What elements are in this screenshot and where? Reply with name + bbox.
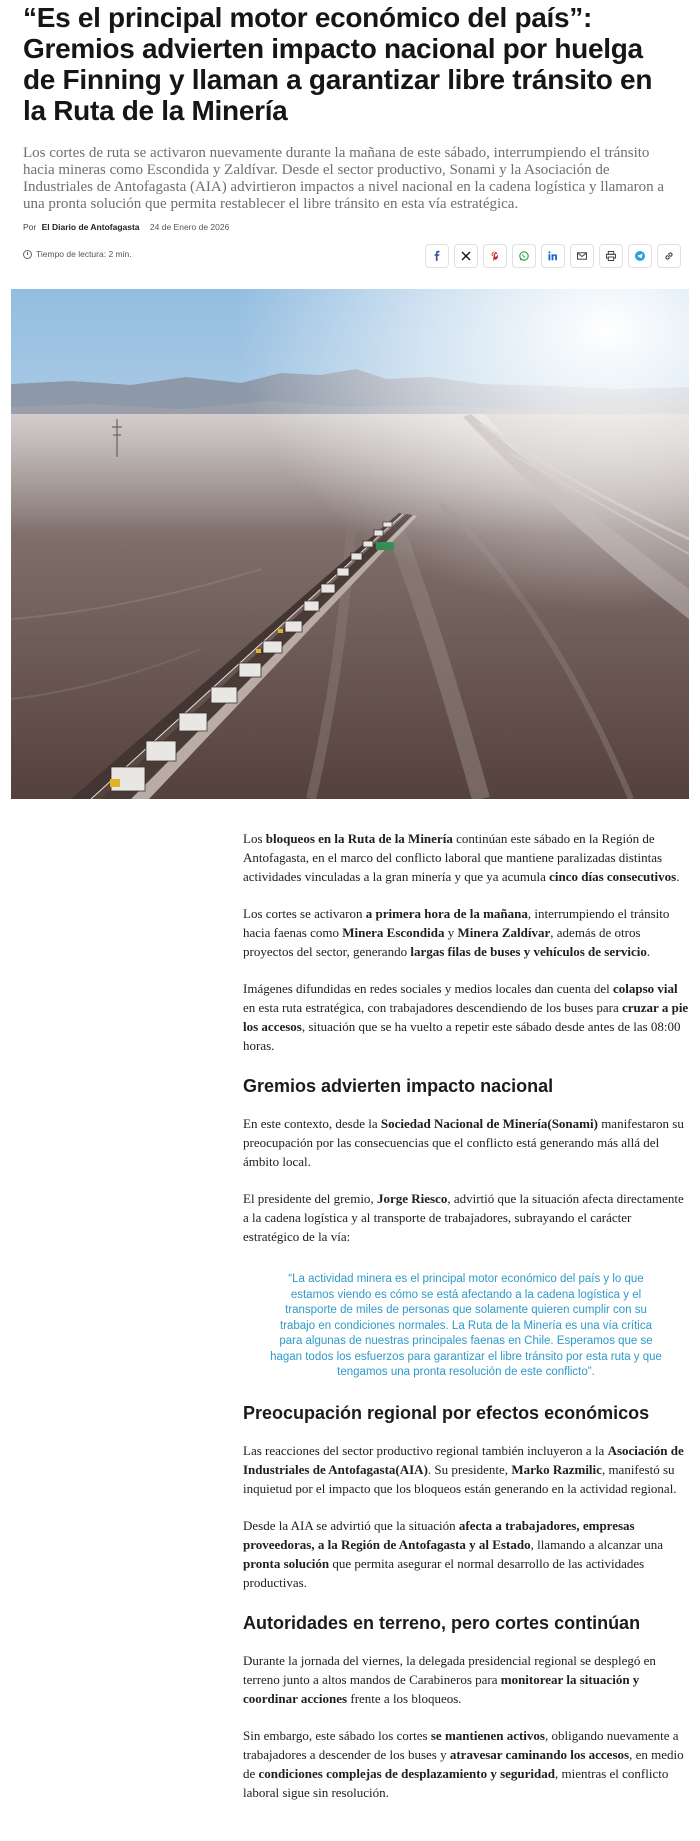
telegram-icon: [634, 250, 646, 262]
x-icon: [460, 250, 472, 262]
paragraph-2: [243, 904, 689, 961]
bold-text: Sociedad Nacional de Minería(Sonami): [380, 1116, 598, 1131]
text-run: , en medio de: [243, 1746, 684, 1781]
bold-text: pronta solución: [243, 1555, 330, 1571]
paragraph-9: [243, 1726, 689, 1802]
clock-icon: [23, 250, 32, 259]
bold-text: atravesar caminando los accesos: [449, 1746, 630, 1762]
bold-text: Jorge Riesco: [376, 1191, 448, 1206]
text-run: Durante la jornada del viernes, la delegada presidencial regional se desplegó en terreno junto a altos mandos de Carabineros para: [243, 1652, 656, 1687]
text-run: Sin embargo, este sábado los cortes: [243, 1727, 431, 1743]
copy-link-button[interactable]: [657, 244, 681, 268]
text-run: , situación que se ha vuelto a repetir este sábado desde antes de las 08:00 horas.: [243, 1019, 681, 1053]
facebook-icon: [431, 250, 443, 262]
text-run: , manifestó su inquietud por el impacto que los bloqueos están generando en la actividad regional.: [243, 1461, 677, 1496]
article-body: [243, 829, 689, 1820]
text-run: , interrumpiendo el tránsito hacia faenas como: [243, 906, 670, 940]
linkedin-icon: [547, 250, 559, 262]
paragraph-4: [243, 1114, 689, 1171]
link-icon: [663, 250, 675, 262]
text-run: que permita asegurar el normal desarrollo de las actividades productivas.: [243, 1555, 645, 1590]
text-run: Las reacciones del sector productivo regional también incluyeron a la: [243, 1442, 608, 1458]
pull-quote: “La actividad minera es el principal motor económico del país y lo que estamos viendo es cómo se está afectando a la cadena logística y el transporte de miles de personas que solamente quieren cumplir con su trabajo en condiciones normales. La Ruta de la Minería es una vía crítica para algunas de nuestras principales faenas en Chile. Esperamos que se hagan todos los esfuerzos para garantizar el libre tránsito por esta ruta y que tengamos una pronta resolución de este conflicto”.: [270, 1273, 662, 1378]
paragraph-8: [243, 1651, 689, 1708]
reading-time: [23, 249, 132, 259]
paragraph-7: [243, 1516, 689, 1592]
bold-text: afecta a trabajadores, empresas proveedoras, a la Región de Antofagasta y al Estado: [243, 1517, 635, 1552]
paragraph-3: [243, 979, 689, 1055]
text-run: , llamando a alcanzar una: [530, 1536, 664, 1552]
bold-text: cruzar a pie los accesos: [243, 1000, 689, 1034]
publish-date: 24 de Enero de 2026: [149, 222, 230, 232]
article-headline: “Es el principal motor económico del país”: Gremios advierten impacto nacional por huelga de Finning y llaman a garantizar libre tránsito en la Ruta de la Minería: [23, 2, 653, 126]
bold-text: Minera Zaldívar: [457, 925, 551, 940]
text-run: . Su presidente,: [427, 1461, 512, 1477]
text-run: en esta ruta estratégica, con trabajadores descendiendo de los buses para: [243, 1000, 623, 1015]
bold-text: condiciones complejas de desplazamiento y seguridad: [258, 1765, 556, 1781]
text-run: , además de otros proyectos del sector, generando: [243, 925, 641, 959]
byline: [23, 222, 323, 232]
share-facebook-button[interactable]: [425, 244, 449, 268]
bold-text: colapso vial: [613, 981, 678, 996]
whatsapp-icon: [518, 250, 530, 262]
paragraph-6: [243, 1441, 689, 1498]
text-run: Los cortes se activaron: [243, 906, 366, 921]
section-heading-regional: Preocupación regional por efectos económicos: [243, 1402, 650, 1423]
bold-text: Marko Razmilic: [511, 1461, 602, 1477]
hero-image: [11, 289, 689, 799]
share-x-button[interactable]: [454, 244, 478, 268]
text-run: continúan este sábado en la Región de Antofagasta, en el marco del conflicto laboral que mantiene paralizadas distintas actividades vinculadas a la gran minería y que ya acumula: [243, 831, 663, 884]
bold-text: se mantienen activos: [430, 1727, 545, 1743]
share-bar: [425, 244, 681, 268]
bold-text: monitorear la situación y coordinar acciones: [243, 1671, 640, 1706]
text-run: El presidente del gremio,: [243, 1191, 377, 1206]
pinterest-icon: [489, 250, 501, 262]
text-run: , advirtió que la situación afecta directamente a la cadena logística y al transporte de trabajadores, subrayando el carácter estratégico de la vía:: [243, 1191, 684, 1244]
bold-text: Asociación de Industriales de Antofagasta(AIA): [243, 1442, 684, 1477]
print-icon: [605, 250, 617, 262]
article-lead: Los cortes de ruta se activaron nuevamente durante la mañana de este sábado, interrumpiendo el tránsito hacia mineras como Escondida y Zaldívar. Desde el sector productivo, Sonami y la Asociación de Industriales de Antofagasta (AIA) advirtieron impactos a nivel nacional en la cadena logística y llamaron a una pronta solución que permita restablecer el libre tránsito en esta vía estratégica.: [23, 145, 665, 212]
text-run: manifestaron su preocupación por las consecuencias que el conflicto está generando más allá del ámbito local.: [243, 1116, 684, 1169]
bold-text: Minera Escondida: [342, 925, 445, 940]
text-run: , obligando nuevamente a trabajadores a descender de los buses y: [243, 1727, 679, 1762]
text-run: Los: [243, 831, 266, 846]
text-run: y: [444, 925, 458, 940]
text-run: frente a los bloqueos.: [347, 1690, 462, 1706]
share-telegram-button[interactable]: [628, 244, 652, 268]
text-run: Desde la AIA se advirtió que la situación: [243, 1517, 459, 1533]
bold-text: bloqueos en la Ruta de la Minería: [265, 831, 453, 846]
text-run: , mientras el conflicto laboral sigue sin resolución.: [243, 1765, 669, 1800]
reading-time-label: Tiempo de lectura: 2 min.: [36, 249, 132, 259]
share-print-button[interactable]: [599, 244, 623, 268]
text-run: En este contexto, desde la: [243, 1116, 381, 1131]
bold-text: cinco días consecutivos: [549, 869, 677, 884]
paragraph-1: [243, 829, 689, 886]
bold-text: largas filas de buses y vehículos de servicio: [410, 944, 647, 959]
email-icon: [576, 250, 588, 262]
text-run: Imágenes difundidas en redes sociales y medios locales dan cuenta del: [243, 981, 614, 996]
section-heading-autoridades: Autoridades en terreno, pero cortes continúan: [243, 1612, 641, 1633]
byline-prefix: Por: [23, 222, 37, 232]
paragraph-5: [243, 1189, 689, 1246]
share-linkedin-button[interactable]: [541, 244, 565, 268]
share-pinterest-button[interactable]: [483, 244, 507, 268]
share-email-button[interactable]: [570, 244, 594, 268]
share-whatsapp-button[interactable]: [512, 244, 536, 268]
bold-text: a primera hora de la mañana: [365, 906, 528, 921]
text-run: .: [676, 869, 680, 884]
text-run: .: [646, 944, 651, 959]
author-link[interactable]: El Diario de Antofagasta: [41, 222, 140, 232]
section-heading-gremios: Gremios advierten impacto nacional: [243, 1076, 554, 1096]
